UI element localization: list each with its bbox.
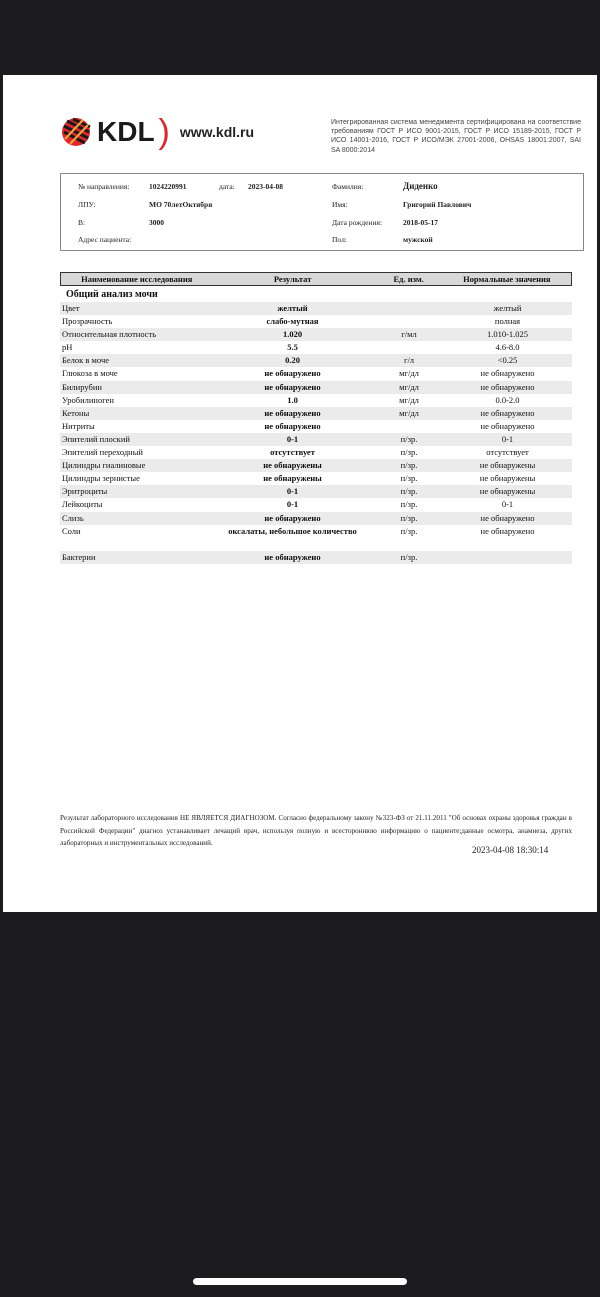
cell-result: желтый: [277, 303, 308, 313]
cell-name: Слизь: [62, 512, 84, 523]
lpu-value: МО 70летОктября: [149, 200, 213, 209]
cell-norm: не обнаружено: [480, 368, 535, 379]
table-row: [60, 525, 572, 551]
table-row: [60, 498, 572, 511]
brand-name: KDL: [97, 116, 155, 147]
cell-norm: 4.6-8.0: [495, 342, 520, 353]
cell-norm: 0-1: [501, 433, 514, 444]
cell-norm: не обнаружены: [479, 460, 536, 471]
cell-norm: не обнаружено: [480, 525, 535, 536]
referral-label: № направления:: [78, 182, 130, 191]
table-row: [60, 433, 572, 446]
sex-label: Пол:: [332, 235, 347, 244]
table-row: [60, 407, 572, 420]
cell-result: не обнаружено: [264, 368, 321, 379]
cell-unit: п/зр.: [400, 499, 418, 510]
cell-norm: отсутствует: [486, 447, 529, 458]
cell-norm: не обнаружено: [480, 420, 535, 431]
kdl-ball-icon: [61, 117, 91, 147]
date-value: 2023-04-08: [248, 182, 283, 191]
table-row: [60, 485, 572, 498]
section-title: Общий анализ мочи: [66, 289, 158, 300]
cell-result: 0-1: [286, 486, 299, 497]
cell-name: Цилиндры гиалиновые: [62, 460, 146, 471]
cell-name: Белок в моче: [62, 355, 109, 366]
table-row: [60, 315, 572, 328]
cell-name: Прозрачность: [62, 316, 113, 327]
cell-name: Соли: [62, 525, 81, 536]
header-norm: Нормальные значения: [463, 274, 551, 284]
birth-label: Дата рождения:: [332, 218, 383, 227]
cell-norm: 0-1: [501, 499, 514, 510]
cell-result: оксалаты, небольшое количество: [228, 525, 357, 536]
cell-name: Эритроциты: [62, 486, 108, 497]
table-row: [60, 551, 572, 564]
cell-result: слабо-мутная: [266, 316, 319, 327]
cell-unit: мг/дл: [399, 368, 419, 379]
results-table: [60, 272, 572, 564]
cell-norm: [443, 551, 572, 564]
cell-unit: [375, 420, 443, 433]
cell-result: 0.20: [285, 355, 300, 366]
cell-norm: не обнаружены: [479, 473, 536, 484]
cell-name: Нитриты: [62, 420, 95, 431]
patient-info-box: [60, 173, 584, 251]
cell-unit: п/зр.: [400, 460, 418, 471]
table-row: [60, 367, 572, 380]
disclaimer: Результат лабораторного исследования НЕ ЯВЛЯЕТСЯ ДИАГНОЗОМ. Согласно федеральному закону №323-ФЗ от 21.11.2011 "Об основах охраны здоровья граждан в Российской Федерации" диагноз устанавливает лечащий врач, используя полную и всестороннюю информацию о пациенте;данные осмотра, анамнеза, других лабораторных и инструментальных исследований.: [60, 814, 572, 847]
cell-unit: мг/дл: [399, 394, 419, 405]
table-row: [60, 394, 572, 407]
cell-norm: не обнаружено: [480, 407, 535, 418]
cell-name: Билирубин: [62, 381, 102, 392]
cell-unit: г/л: [403, 355, 415, 366]
cell-result: не обнаружено: [264, 407, 321, 418]
birth-value: 2018-05-17: [403, 218, 438, 227]
cell-result: 0-1: [286, 433, 299, 444]
cell-name: Цвет: [62, 303, 80, 313]
cell-result: 0-1: [286, 499, 299, 510]
cell-name: Уробилиноген: [62, 394, 114, 405]
cell-name: Цилиндры зернистые: [62, 473, 140, 484]
certification-text: Интегрированная система менеджмента сертифицирована на соответствие требованиям ГОСТ Р ИСО 9001-2015, ГОСТ Р ИСО 15189-2015, ГОСТ Р ИСО 14001-2016, ГОСТ Р ИСО/МЭК 27001-2006, OHSAS 18001:2007, SAI SA 8000:2014: [331, 119, 581, 154]
cell-unit: п/зр.: [400, 551, 418, 562]
header-name: Наименование исследования: [81, 274, 193, 284]
table-header: [60, 272, 572, 286]
cell-norm: 0.0-2.0: [495, 394, 520, 405]
cell-name: pH: [62, 342, 73, 353]
table-row: [60, 354, 572, 367]
sex-value: мужской: [403, 235, 433, 244]
cell-result: отсутствует: [270, 447, 315, 458]
header-result: Результат: [273, 274, 312, 284]
kdl-logo: [61, 115, 254, 149]
cell-result: не обнаружено: [264, 420, 321, 431]
cell-result: не обнаружены: [263, 460, 322, 471]
name-value: Григорий Павлович: [403, 200, 472, 209]
cell-name: Глюкоза в моче: [62, 368, 118, 379]
table-row: [60, 381, 572, 394]
name-label: Имя:: [332, 200, 348, 209]
cell-unit: [375, 315, 443, 328]
cell-result: 1.0: [287, 394, 298, 405]
cell-norm: не обнаружено: [480, 512, 535, 523]
cell-unit: п/зр.: [400, 433, 418, 444]
v-label: В:: [78, 218, 86, 227]
cell-name: Эпителий плоский: [62, 433, 130, 444]
cell-result: 5.5: [287, 342, 298, 353]
lpu-label: ЛПУ:: [78, 200, 96, 209]
table-row: [60, 512, 572, 525]
table-row: [60, 328, 572, 341]
cell-norm: <0.25: [497, 355, 518, 366]
table-row: [60, 341, 572, 354]
cell-result: не обнаружено: [264, 381, 321, 392]
cell-result: не обнаружено: [264, 551, 321, 562]
table-row: [60, 472, 572, 485]
cell-unit: п/зр.: [400, 447, 418, 458]
table-row: [60, 459, 572, 472]
cell-unit: г/мл: [401, 329, 417, 340]
table-row: [60, 420, 572, 433]
surname-label: Фамилия:: [332, 182, 364, 191]
surname-value: Диденко: [403, 181, 438, 191]
address-label: Адрес пациента:: [78, 235, 132, 244]
cell-norm: полная: [494, 316, 521, 327]
cell-unit: [375, 341, 443, 354]
cell-result: не обнаружены: [263, 473, 322, 484]
website[interactable]: www.kdl.ru: [179, 124, 255, 140]
table-body: [60, 302, 572, 564]
cell-unit: п/зр.: [400, 473, 418, 484]
cell-result: 1.020: [282, 329, 303, 340]
print-timestamp: 2023-04-08 18:30:14: [472, 845, 549, 855]
cell-unit: мг/дл: [399, 381, 419, 392]
cell-unit: п/зр.: [400, 512, 418, 523]
cell-result: не обнаружено: [264, 512, 321, 523]
home-indicator[interactable]: [193, 1278, 407, 1285]
cell-norm: не обнаружено: [480, 381, 535, 392]
table-row: [60, 446, 572, 459]
cell-unit: [375, 302, 443, 315]
v-value: 3000: [149, 218, 164, 227]
date-label: дата:: [219, 182, 235, 191]
document-page: [3, 75, 597, 912]
cell-unit: мг/дл: [399, 407, 419, 418]
cell-name: Относительная плотность: [62, 329, 157, 340]
cell-norm: 1.010-1.025: [486, 329, 529, 340]
cell-norm: желтый: [493, 303, 522, 313]
cell-name: Бактерии: [62, 551, 96, 562]
cell-unit: п/зр.: [400, 525, 418, 536]
cell-name: Кетоны: [62, 407, 90, 418]
cell-unit: п/зр.: [400, 486, 418, 497]
header-unit: Ед. изм.: [393, 274, 424, 284]
cell-name: Лейкоциты: [62, 499, 103, 510]
cell-name: Эпителий переходный: [62, 447, 143, 458]
table-row: [60, 302, 572, 315]
referral-value: 1024220991: [149, 182, 187, 191]
cell-norm: не обнаружены: [479, 486, 536, 497]
bracket-icon: ): [158, 113, 170, 151]
